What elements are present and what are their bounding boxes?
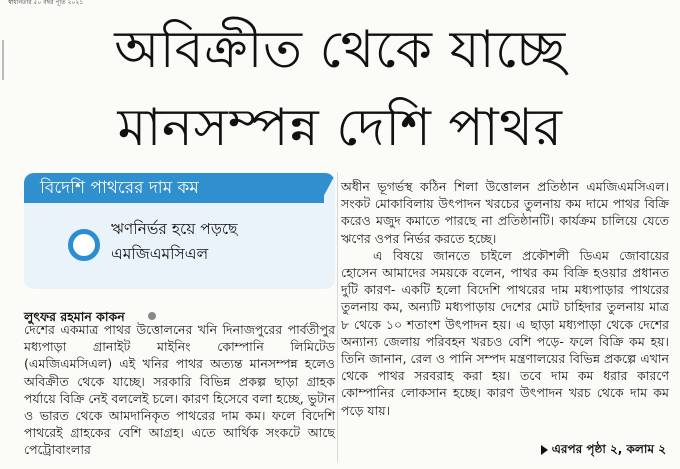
author-byline: লুৎফর রহমান কাকন (24, 309, 125, 324)
right-paragraph-2: এ বিষয়ে জানতে চাইলে প্রকৌশলী ডিএম জোবায়ের হোসেন আমাদের সময়কে বলেন, পাথর কম বিক্রি হওয়ার প্রধানত দুটি কারণ- একটি হলো বিদেশি পাথরের দাম মধ্যপাড়ার পাথরের তুলনায় কম, অন্যটি মধ্যপাড়ায় দেশের মোট চাহিদার তুলনায় মাত্র ৮ থেকে ১০ শতাংশ উৎপাদন হয়। এ ছাড়া মধ্যপাড়া থেকে দেশের অন্যান্য জেলায় পরিবহন খরচও বেশি পড়ে- ফলে বিক্রি কম হয়। তিনি জানান, রেল ও পানি সম্পদ মন্ত্রণালয়ের বিভিন্ন প্রকল্পে এখান থেকে পাথর সরবরাহ করা হয়। তবে দাম কম ধরার কারণে কোম্পানির লোকসান হচ্ছে। কারণ উৎপাদন খরচ থেকে দাম কম পড়ে যায়। (341, 247, 669, 418)
headline-line-2: মানসম্পন্ন দেশি পাথর (117, 98, 563, 158)
card-subtitle-line-2: এমজিএমসিএল (111, 245, 209, 263)
column-divider (337, 172, 338, 462)
bullet-dot-icon (148, 312, 156, 320)
card-subtitle-line-1: ঋণনির্ভর হয়ে পড়ছে (111, 220, 238, 238)
highlight-card (24, 173, 335, 289)
card-subtitle (111, 217, 331, 267)
ring-bullet-icon (68, 229, 100, 261)
card-title-notch (320, 173, 335, 203)
arrow-right-icon (541, 445, 548, 455)
left-column-text (24, 321, 335, 459)
continuation-note (541, 441, 666, 461)
card-title: বিদেশি পাথরের দাম কম (24, 173, 324, 203)
continuation-text: এরপর পৃষ্ঠা ২, কলাম ২ (551, 442, 666, 456)
right-column-text (341, 178, 669, 419)
left-paragraph: দেশের একমাত্র পাথর উত্তোলনের খনি দিনাজপুরের পার্বতীপুর মধ্যপাড়া গ্রানাইট মাইনিং কোম্পানি লিমিটেড (এমজিএমসিএল) এই খনির পাথর অত্যন্ত মানসম্পন্ন হলেও অবিক্রীত থেকে যাচ্ছে। সরকারি বিভিন্ন প্রকল্প ছাড়া গ্রাহক পর্যায়ে বিক্রি নেই বললেই চলে। কারণ হিসেবে বলা হচ্ছে, ভুটান ও ভারত থেকে আমদানিকৃত পাথরের দাম কম। ফলে বিদেশি পাথরেই গ্রাহকের বেশি আগ্রহ। এতে আর্থিক সংকটে আছে পেট্রোবাংলার (24, 322, 335, 458)
headline-line-1: অবিক্রীত থেকে যাচ্ছে (114, 20, 566, 80)
right-paragraph-1: অধীন ভূগর্ভস্থ কঠিন শিলা উত্তোলন প্রতিষ্ঠান এমজিএমসিএল। সংকট মোকাবিলায় উৎপাদন খরচের তুলনায় কম দামে পাথর বিক্রি করেও মজুদ কমাতে পারছে না প্রতিষ্ঠানটি। কার্যক্রম চালিয়ে যেতে ঋণের ওপর নির্ভর করতে হচ্ছে। (341, 179, 669, 246)
top-strip: স্বাধীনতার ৫০ বছর পূর্তি ২০২১ (8, 0, 84, 6)
